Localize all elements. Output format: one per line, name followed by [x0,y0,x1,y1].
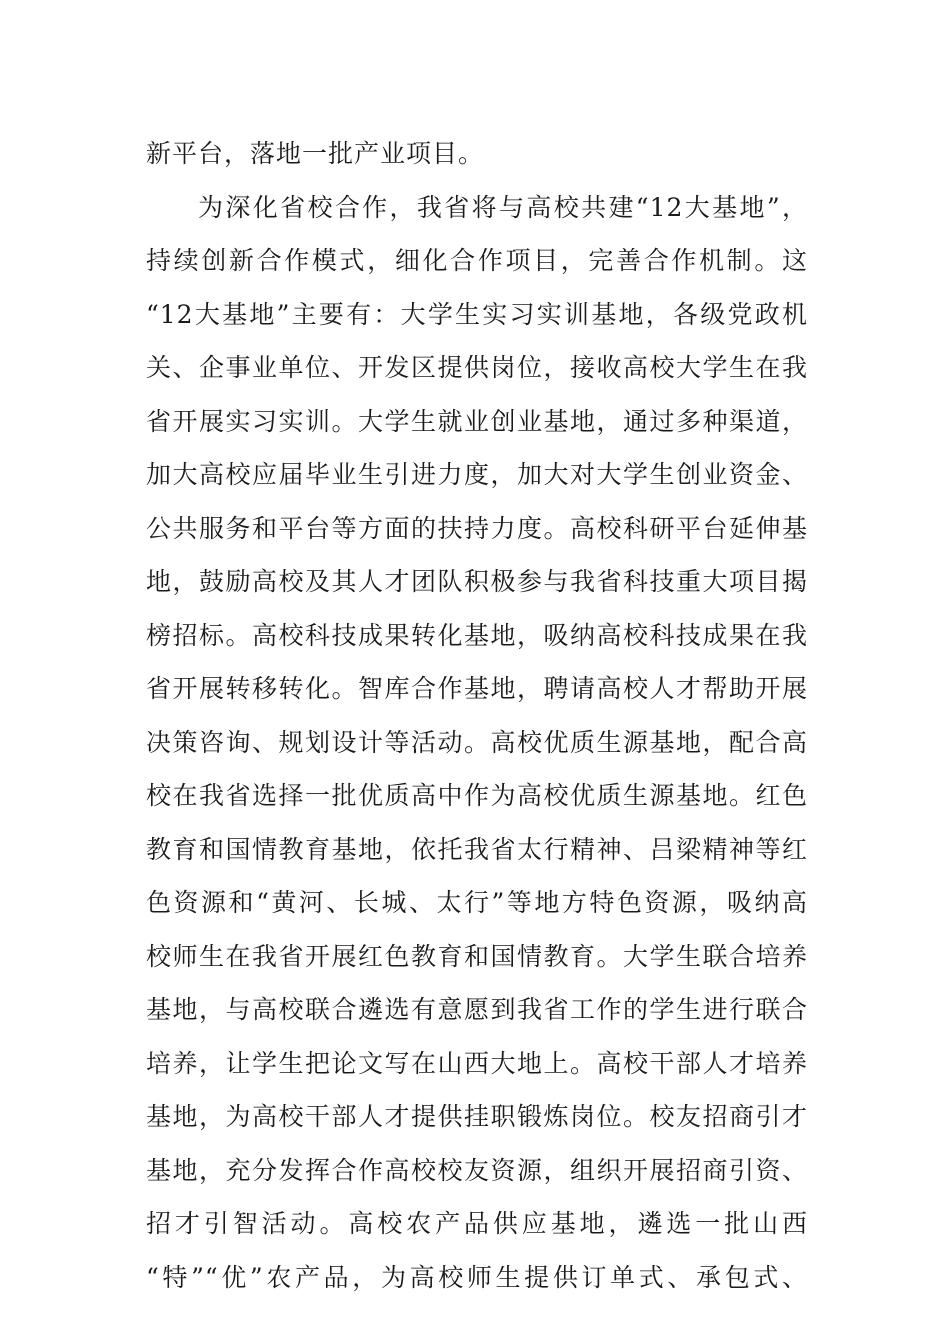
text-line-2: 为深化省校合作，我省将与高校共建“12大基地”， [198,192,808,222]
text-line-7: 加大高校应届毕业生引进力度，加大对大学生创业资金、 [146,460,808,489]
text-line-10: 榜招标。高校科技成果转化基地，吸纳高校科技成果在我 [146,620,808,650]
text-line-8: 公共服务和平台等方面的扶持力度。高校科研平台延伸基 [146,513,808,543]
text-line-9: 地，鼓励高校及其人才团队积极参与我省科技重大项目揭 [146,567,808,596]
text-line-22: “特”“优”农产品，为高校师生提供订单式、承包式、 [146,1262,808,1292]
text-line-14: 教育和国情教育基地，依托我省太行精神、吕梁精神等红 [146,834,808,864]
text-line-11: 省开展转移转化。智库合作基地，聘请高校人才帮助开展 [146,674,808,703]
text-line-4: “12大基地”主要有：大学生实习实训基地，各级党政机 [146,299,808,329]
body-text [146,127,808,1304]
text-line-6: 省开展实习实训。大学生就业创业基地，通过多种渠道， [146,406,808,436]
text-line-21: 招才引智活动。高校农产品供应基地，遴选一批山西 [146,1209,808,1238]
text-line-20: 基地，充分发挥合作高校校友资源，组织开展招商引资、 [146,1155,808,1185]
text-line-16: 校师生在我省开展红色教育和国情教育。大学生联合培养 [146,941,808,971]
text-line-12: 决策咨询、规划设计等活动。高校优质生源基地，配合高 [146,727,808,757]
text-line-15: 色资源和“黄河、长城、太行”等地方特色资源，吸纳高 [146,888,808,917]
text-line-1: 新平台，落地一批产业项目。 [146,139,485,168]
text-line-3: 持续创新合作模式，细化合作项目，完善合作机制。这 [146,246,808,275]
text-line-19: 基地，为高校干部人才提供挂职锻炼岗位。校友招商引才 [146,1102,808,1131]
text-line-17: 基地，与高校联合遴选有意愿到我省工作的学生进行联合 [146,995,808,1024]
text-line-13: 校在我省选择一批优质高中作为高校优质生源基地。红色 [146,781,808,810]
text-line-5: 关、企事业单位、开发区提供岗位，接收高校大学生在我 [146,353,808,382]
text-line-18: 培养，让学生把论文写在山西大地上。高校干部人才培养 [146,1048,808,1078]
